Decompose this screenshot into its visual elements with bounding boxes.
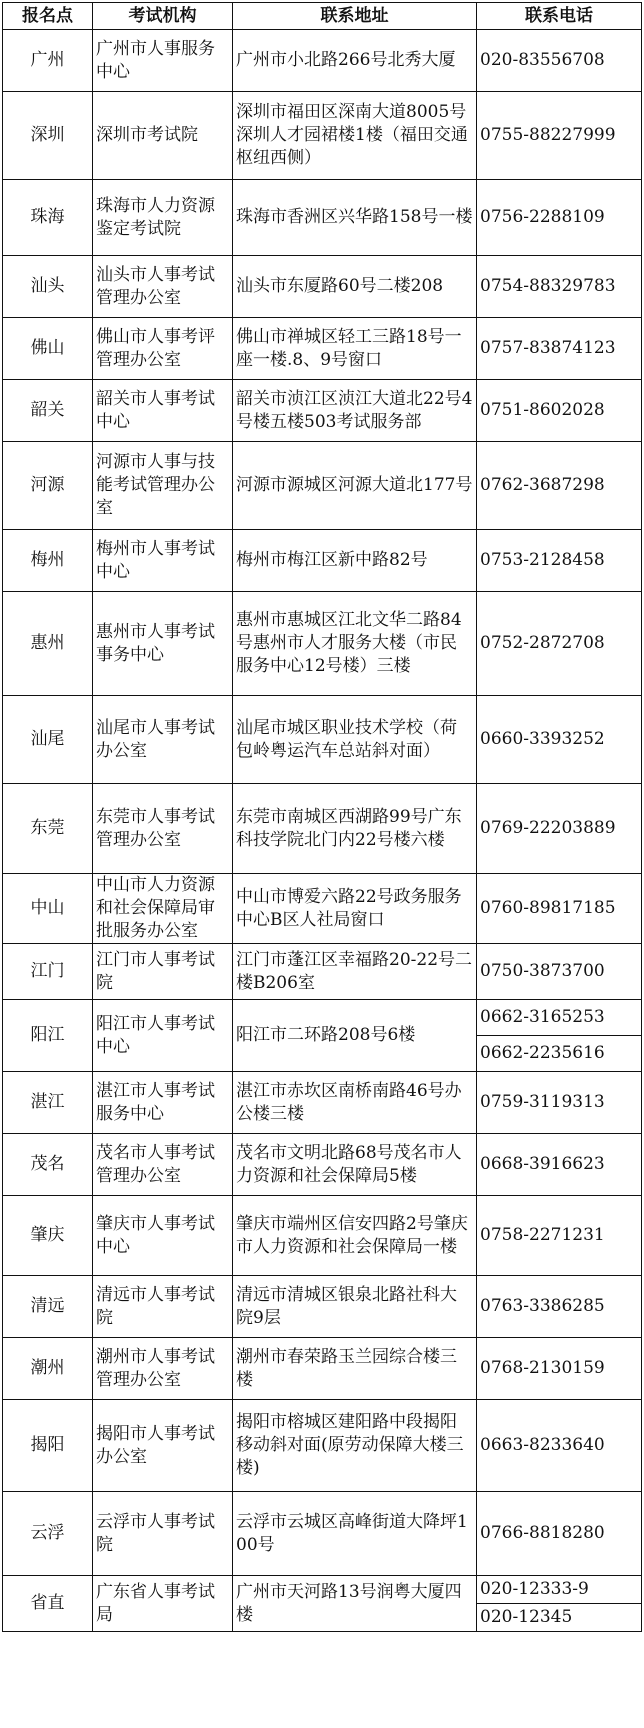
cell-address: 广州市天河路13号润粤大厦四楼 [233, 1576, 477, 1632]
cell-address: 清远市清城区银泉北路社科大院9层 [233, 1276, 477, 1338]
cell-org: 深圳市考试院 [93, 92, 233, 180]
table-row [3, 1276, 642, 1338]
cell-city: 潮州 [3, 1338, 93, 1400]
cell-address: 河源市源城区河源大道北177号 [233, 442, 477, 530]
cell-org: 肇庆市人事考试中心 [93, 1196, 233, 1276]
cell-city: 中山 [3, 874, 93, 944]
cell-org: 湛江市人事考试服务中心 [93, 1072, 233, 1134]
cell-org: 梅州市人事考试中心 [93, 530, 233, 592]
cell-phone: 0754-88329783 [477, 256, 642, 318]
cell-address: 茂名市文明北路68号茂名市人力资源和社会保障局5楼 [233, 1134, 477, 1196]
cell-city: 深圳 [3, 92, 93, 180]
cell-org: 汕头市人事考试管理办公室 [93, 256, 233, 318]
cell-address: 广州市小北路266号北秀大厦 [233, 30, 477, 92]
table-row [3, 318, 642, 380]
cell-phone: 0662-3165253 [477, 1000, 642, 1036]
table-row [3, 30, 642, 92]
cell-phone: 020-12333-9 [477, 1576, 642, 1604]
table-row [3, 1576, 642, 1604]
cell-phone: 0662-2235616 [477, 1036, 642, 1072]
cell-org: 清远市人事考试院 [93, 1276, 233, 1338]
table-row [3, 1072, 642, 1134]
cell-org: 珠海市人力资源鉴定考试院 [93, 180, 233, 256]
table-row [3, 92, 642, 180]
cell-org: 阳江市人事考试中心 [93, 1000, 233, 1072]
cell-phone: 0763-3386285 [477, 1276, 642, 1338]
cell-phone: 0663-8233640 [477, 1400, 642, 1492]
cell-phone: 0751-8602028 [477, 380, 642, 442]
cell-address: 阳江市二环路208号6楼 [233, 1000, 477, 1072]
table-row [3, 592, 642, 696]
cell-org: 韶关市人事考试中心 [93, 380, 233, 442]
table-row [3, 874, 642, 944]
cell-phone: 0668-3916623 [477, 1134, 642, 1196]
cell-address: 湛江市赤坎区南桥南路46号办公楼三楼 [233, 1072, 477, 1134]
cell-org: 广东省人事考试局 [93, 1576, 233, 1632]
table-row [3, 442, 642, 530]
cell-address: 深圳市福田区深南大道8005号深圳人才园裙楼1楼（福田交通枢纽西侧） [233, 92, 477, 180]
cell-phone: 0753-2128458 [477, 530, 642, 592]
table-row [3, 696, 642, 784]
cell-phone: 020-83556708 [477, 30, 642, 92]
cell-address: 梅州市梅江区新中路82号 [233, 530, 477, 592]
cell-city: 珠海 [3, 180, 93, 256]
table-row [3, 1400, 642, 1492]
cell-org: 揭阳市人事考试办公室 [93, 1400, 233, 1492]
cell-city: 江门 [3, 944, 93, 1000]
exam-sites-table [2, 2, 642, 1632]
table-row [3, 1196, 642, 1276]
cell-org: 河源市人事与技能考试管理办公室 [93, 442, 233, 530]
cell-phone: 0752-2872708 [477, 592, 642, 696]
cell-address: 江门市蓬江区幸福路20-22号二楼B206室 [233, 944, 477, 1000]
cell-city: 省直 [3, 1576, 93, 1632]
cell-city: 清远 [3, 1276, 93, 1338]
cell-city: 揭阳 [3, 1400, 93, 1492]
cell-city: 茂名 [3, 1134, 93, 1196]
cell-city: 云浮 [3, 1492, 93, 1576]
cell-phone: 0759-3119313 [477, 1072, 642, 1134]
cell-org: 惠州市人事考试事务中心 [93, 592, 233, 696]
cell-address: 肇庆市端州区信安四路2号肇庆市人力资源和社会保障局一楼 [233, 1196, 477, 1276]
cell-city: 韶关 [3, 380, 93, 442]
cell-address: 揭阳市榕城区建阳路中段揭阳移动斜对面(原劳动保障大楼三楼) [233, 1400, 477, 1492]
cell-address: 中山市博爱六路22号政务服务中心B区人社局窗口 [233, 874, 477, 944]
cell-org: 中山市人力资源和社会保障局审批服务办公室 [93, 874, 233, 944]
table-row [3, 784, 642, 874]
cell-address: 东莞市南城区西湖路99号广东科技学院北门内22号楼六楼 [233, 784, 477, 874]
header-address: 联系地址 [233, 3, 477, 30]
cell-phone: 0769-22203889 [477, 784, 642, 874]
cell-org: 江门市人事考试院 [93, 944, 233, 1000]
table-row [3, 1134, 642, 1196]
cell-city: 东莞 [3, 784, 93, 874]
table-row [3, 944, 642, 1000]
table-row [3, 180, 642, 256]
cell-phone: 0758-2271231 [477, 1196, 642, 1276]
cell-city: 惠州 [3, 592, 93, 696]
cell-city: 阳江 [3, 1000, 93, 1072]
cell-org: 广州市人事服务中心 [93, 30, 233, 92]
cell-city: 汕尾 [3, 696, 93, 784]
table-row [3, 256, 642, 318]
cell-org: 东莞市人事考试管理办公室 [93, 784, 233, 874]
cell-address: 珠海市香洲区兴华路158号一楼 [233, 180, 477, 256]
cell-org: 汕尾市人事考试办公室 [93, 696, 233, 784]
cell-phone: 0757-83874123 [477, 318, 642, 380]
table-row [3, 380, 642, 442]
header-org: 考试机构 [93, 3, 233, 30]
cell-phone: 0750-3873700 [477, 944, 642, 1000]
cell-address: 汕头市东厦路60号二楼208 [233, 256, 477, 318]
table-row [3, 1492, 642, 1576]
cell-address: 佛山市禅城区轻工三路18号一座一楼.8、9号窗口 [233, 318, 477, 380]
document-page [2, 2, 642, 1632]
cell-org: 云浮市人事考试院 [93, 1492, 233, 1576]
cell-address: 惠州市惠城区江北文华二路84号惠州市人才服务大楼（市民服务中心12号楼）三楼 [233, 592, 477, 696]
cell-address: 云浮市云城区高峰街道大降坪100号 [233, 1492, 477, 1576]
cell-city: 湛江 [3, 1072, 93, 1134]
cell-address: 汕尾市城区职业技术学校（荷包岭粤运汽车总站斜对面） [233, 696, 477, 784]
table-row [3, 1338, 642, 1400]
cell-org: 佛山市人事考评管理办公室 [93, 318, 233, 380]
cell-city: 广州 [3, 30, 93, 92]
header-row [3, 3, 642, 30]
table-row [3, 530, 642, 592]
table-row [3, 1000, 642, 1036]
header-phone: 联系电话 [477, 3, 642, 30]
cell-phone: 0660-3393252 [477, 696, 642, 784]
header-city: 报名点 [3, 3, 93, 30]
cell-city: 肇庆 [3, 1196, 93, 1276]
cell-phone: 0756-2288109 [477, 180, 642, 256]
cell-city: 河源 [3, 442, 93, 530]
cell-address: 韶关市浈江区浈江大道北22号4号楼五楼503考试服务部 [233, 380, 477, 442]
cell-phone: 0755-88227999 [477, 92, 642, 180]
cell-address: 潮州市春荣路玉兰园综合楼三楼 [233, 1338, 477, 1400]
table-body [3, 30, 642, 1632]
cell-phone: 0768-2130159 [477, 1338, 642, 1400]
cell-city: 梅州 [3, 530, 93, 592]
cell-phone: 0766-8818280 [477, 1492, 642, 1576]
cell-phone: 0760-89817185 [477, 874, 642, 944]
cell-city: 佛山 [3, 318, 93, 380]
cell-phone: 0762-3687298 [477, 442, 642, 530]
cell-org: 潮州市人事考试管理办公室 [93, 1338, 233, 1400]
cell-city: 汕头 [3, 256, 93, 318]
cell-phone: 020-12345 [477, 1604, 642, 1632]
cell-org: 茂名市人事考试管理办公室 [93, 1134, 233, 1196]
